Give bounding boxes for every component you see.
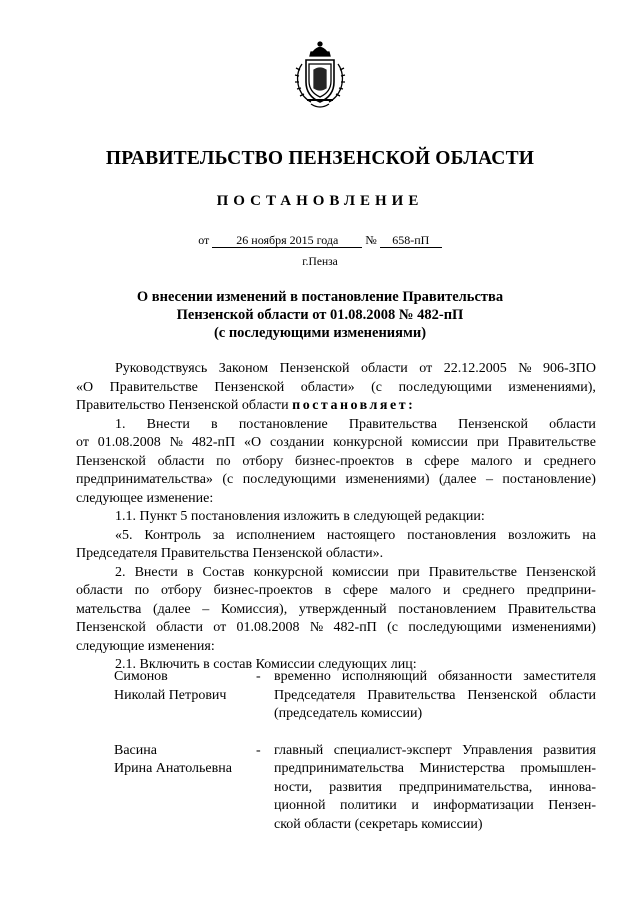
- item-1-1-quote-paragraph: [76, 527, 596, 564]
- justified-line: Пензенской области по отбору бизнес-проектов в сфере малого и среднего: [76, 453, 596, 469]
- justified-line: «5. Контроль за исполнением настоящего постановления возложить на: [115, 527, 596, 543]
- member-name: [114, 668, 256, 724]
- subject-line: (с последующими изменениями): [213, 325, 427, 341]
- justified-line: «О Правительстве Пензенской области» (с последующими изменениями),: [76, 379, 596, 395]
- justified-line: главный специалист-эксперт Управления развития: [274, 742, 596, 758]
- city: г.Пенза: [302, 256, 338, 268]
- member-role: [274, 742, 596, 835]
- date-prefix: от: [198, 233, 210, 247]
- member-entry: [114, 668, 596, 724]
- document-number: 658-пП: [380, 234, 442, 248]
- document-body: [76, 360, 596, 675]
- justified-line: временно исполняющий обязанности заместителя: [274, 669, 596, 684]
- document-date: 26 ноября 2015 года: [212, 234, 362, 248]
- member-given-name: Николай Петрович: [114, 687, 227, 703]
- justified-line: мательства (далее – Комиссия), утвержденный постановлением Правительства: [76, 601, 596, 617]
- paragraph-last-line: 1.1. Пункт 5 постановления изложить в следующей редакции:: [115, 509, 485, 524]
- item-1-paragraph: [76, 416, 596, 509]
- paragraph-last-line: [76, 397, 596, 416]
- preamble-text: Правительство Пензенской области: [76, 398, 289, 413]
- justified-line: предпринимательства» (с последующими изменениями) (далее – постановление): [76, 472, 596, 487]
- justified-line: Руководствуясь Законом Пензенской области от 22.12.2005 № 906-ЗПО: [115, 361, 596, 376]
- paragraph-last-line: следующие изменения:: [76, 638, 215, 654]
- member-surname: Симонов: [114, 669, 168, 684]
- subject-line: О внесении изменений в постановление Правительства: [136, 289, 504, 305]
- paragraph-last-line: следующее изменение:: [76, 490, 214, 506]
- justified-line: Пензенской области от 01.08.2008 № 482-пП (с последующими изменениями): [76, 620, 596, 635]
- justified-line: области по отбору бизнес-проектов в сфере малого и среднего предприни-: [76, 583, 596, 598]
- member-given-name: Ирина Анатольевна: [114, 761, 232, 776]
- resolves-word: постановляет:: [292, 398, 416, 413]
- justified-line: Председателя Правительства Пензенской области: [274, 687, 596, 703]
- member-name: [114, 742, 256, 835]
- member-entry: [114, 742, 596, 835]
- preamble-paragraph: [76, 360, 596, 416]
- item-1-1-paragraph: [76, 508, 596, 527]
- justified-line: от 01.08.2008 № 482-пП «О создании конкурсной комиссии при Правительстве: [76, 435, 596, 450]
- member-dash: -: [256, 742, 261, 758]
- member-dash: -: [256, 669, 261, 684]
- date-number-line: [0, 233, 640, 248]
- coat-of-arms-icon: [291, 40, 349, 112]
- subject-line: Пензенской области от 01.08.2008 № 482-пП: [176, 307, 464, 323]
- government-title: ПРАВИТЕЛЬСТВО ПЕНЗЕНСКОЙ ОБЛАСТИ: [105, 148, 535, 169]
- member-surname: Васина: [114, 742, 157, 758]
- justified-line: ционной политики и информатизации Пензен-: [274, 798, 596, 813]
- commission-members-list: [114, 668, 596, 852]
- justified-line: 1. Внести в постановление Правительства Пензенской области: [115, 416, 596, 432]
- document-type: ПОСТАНОВЛЕНИЕ: [216, 193, 424, 209]
- justified-line: ности, развития предпринимательства, иннова-: [274, 779, 596, 795]
- number-prefix: №: [365, 233, 377, 247]
- paragraph-last-line: Председателя Правительства Пензенской области».: [76, 546, 384, 561]
- member-role: [274, 668, 596, 724]
- item-2-paragraph: [76, 564, 596, 657]
- paragraph-last-line: 2.1. Включить в состав Комиссии следующих лиц:: [115, 657, 417, 672]
- justified-line: предпринимательства Министерства промышлен-: [274, 761, 596, 776]
- paragraph-last-line: (председатель комиссии): [274, 706, 423, 721]
- justified-line: 2. Внести в Состав конкурсной комиссии при Правительстве Пензенской: [115, 564, 596, 580]
- document-subject: [0, 288, 640, 342]
- paragraph-last-line: ской области (секретарь комиссии): [274, 816, 483, 832]
